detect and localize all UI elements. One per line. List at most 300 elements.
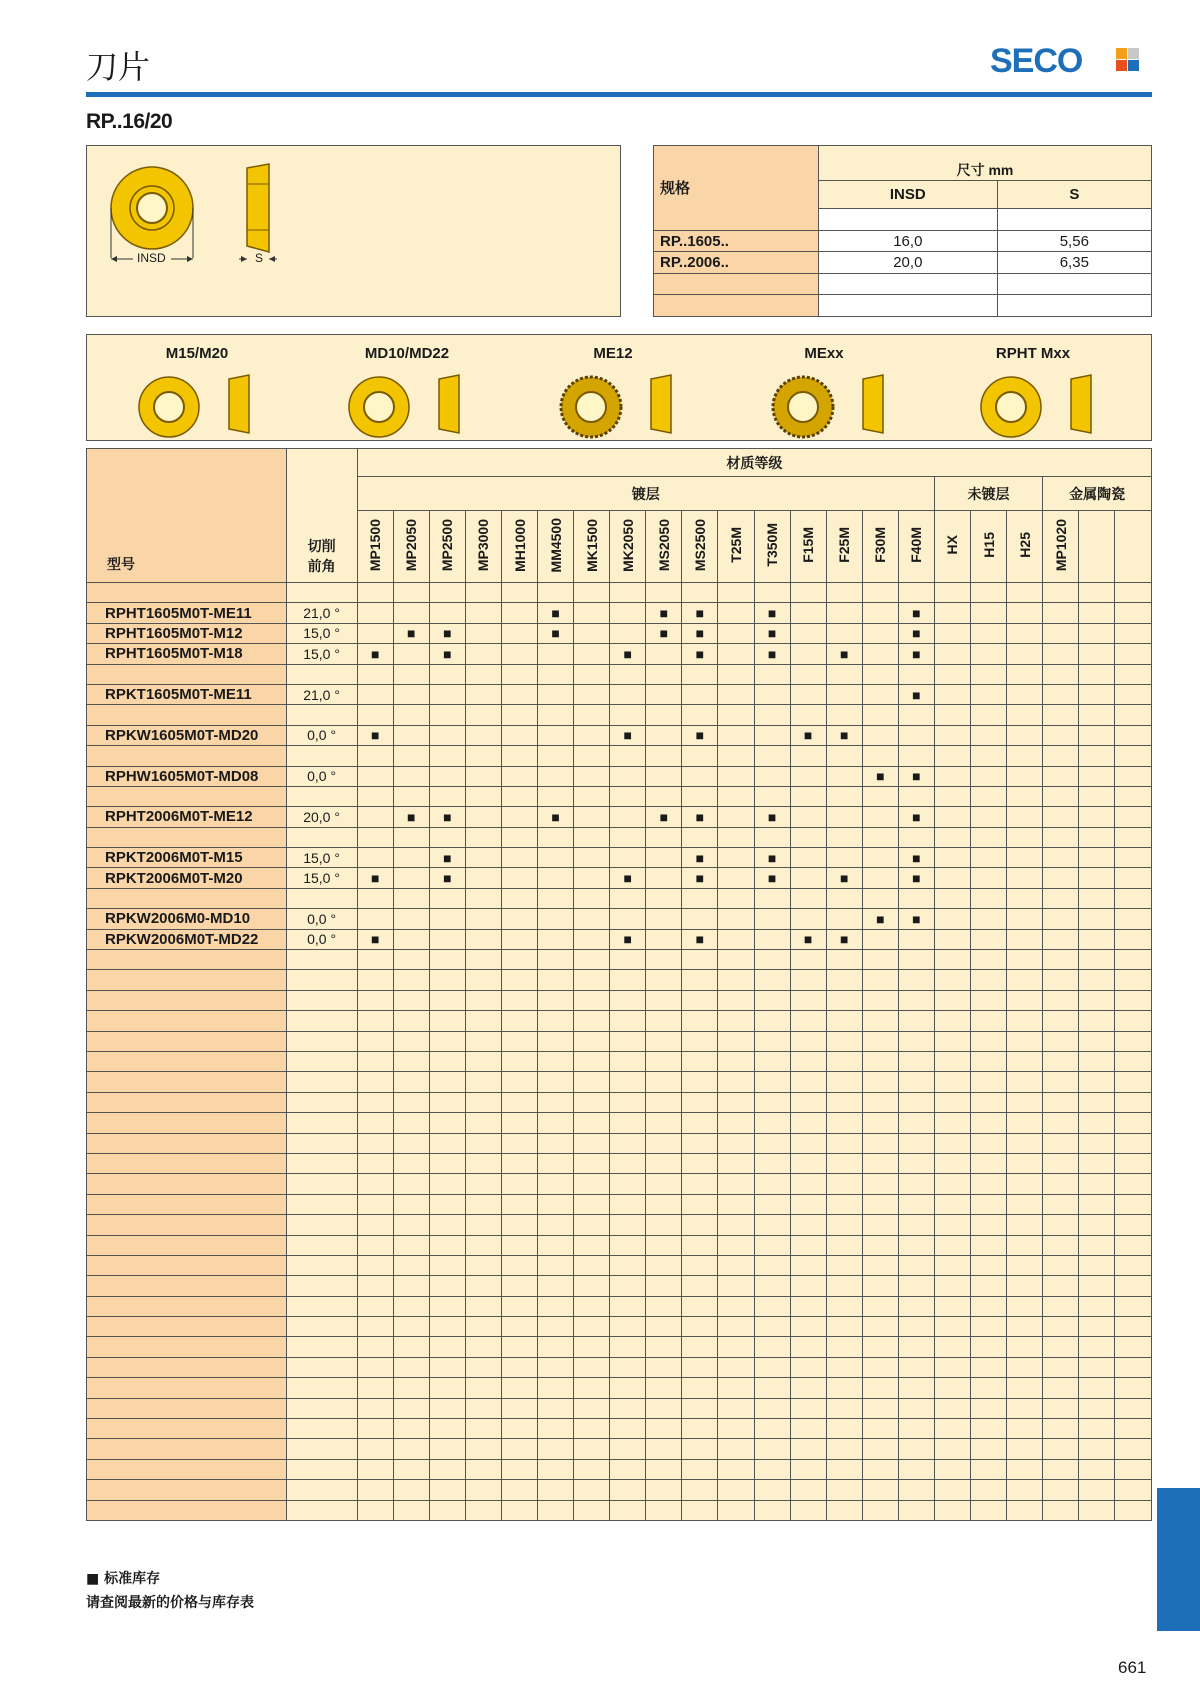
grade-cell: [1007, 1153, 1043, 1173]
grade-cell: [862, 1133, 898, 1153]
grade-cell: [754, 1378, 790, 1398]
model-cell: RPHT2006M0T-ME12: [87, 807, 287, 827]
grade-cell: [682, 1419, 718, 1439]
grade-cell: [1043, 705, 1079, 725]
grade-col-header: H25: [1007, 511, 1043, 583]
grade-cell: [898, 1113, 934, 1133]
grade-cell: [1007, 929, 1043, 949]
grade-cell: [718, 583, 754, 603]
rake-angle-cell: [286, 1500, 357, 1520]
grade-cell: [465, 1459, 501, 1479]
grade-cell: [501, 1215, 537, 1235]
grade-cell: [718, 1072, 754, 1092]
grade-cell: [790, 1459, 826, 1479]
grade-cell: [718, 1194, 754, 1214]
grade-cell: [934, 705, 970, 725]
model-cell: RPKT2006M0T-M20: [87, 868, 287, 888]
grade-cell: [718, 786, 754, 806]
grade-cell: [754, 664, 790, 684]
geometry-label: RPHT Mxx: [995, 345, 1071, 362]
grade-cell: [971, 827, 1007, 847]
grade-cell: [934, 807, 970, 827]
rake-angle-cell: [286, 1215, 357, 1235]
grade-cell: [790, 705, 826, 725]
grade-cell: [1043, 1337, 1079, 1357]
grade-cell: [862, 1051, 898, 1071]
side-tab: [1157, 1488, 1200, 1631]
grade-cell: [1043, 909, 1079, 929]
rake-angle-cell: [286, 1296, 357, 1316]
table-row: [87, 1500, 1152, 1520]
grade-cell: [934, 1337, 970, 1357]
grade-cell: [501, 1255, 537, 1275]
grade-cell: [393, 583, 429, 603]
grade-cell: [898, 1194, 934, 1214]
grade-cell: [971, 848, 1007, 868]
grade-cell: [501, 664, 537, 684]
grade-cell: [574, 1439, 610, 1459]
grade-col-header: MS2500: [682, 511, 718, 583]
grade-cell: [898, 888, 934, 908]
rake-angle-cell: [286, 1194, 357, 1214]
grade-cell: [790, 603, 826, 623]
grade-cell: [465, 827, 501, 847]
model-cell: [87, 1480, 287, 1500]
table-row: [87, 664, 1152, 684]
rake-angle-cell: 0,0 °: [286, 766, 357, 786]
grade-cell: [429, 827, 465, 847]
grade-cell: [357, 603, 393, 623]
grade-cell: [538, 644, 574, 664]
grade-cell: [465, 1031, 501, 1051]
grade-cell: [898, 583, 934, 603]
grade-cell: [1007, 1051, 1043, 1071]
grade-cell: [1043, 1419, 1079, 1439]
model-cell: RPHT1605M0T-M18: [87, 644, 287, 664]
grade-cell: [538, 1255, 574, 1275]
grade-cell: [1115, 1092, 1152, 1112]
grade-cell: [429, 1194, 465, 1214]
grade-cell: [1043, 970, 1079, 990]
grade-cell: [682, 705, 718, 725]
grade-cell: [501, 1194, 537, 1214]
grade-cell: [1079, 746, 1115, 766]
insd-col-header: INSD: [819, 180, 998, 209]
grade-cell: [862, 1153, 898, 1173]
grade-cell: [538, 1459, 574, 1479]
grade-cell: [1043, 1113, 1079, 1133]
grade-cell: [790, 888, 826, 908]
grade-cell: [682, 950, 718, 970]
grade-cell: [971, 1480, 1007, 1500]
grade-cell: [934, 1072, 970, 1092]
grade-cell: [357, 664, 393, 684]
grade-cell: [1115, 1235, 1152, 1255]
grade-cell: [393, 603, 429, 623]
grade-cell: [538, 664, 574, 684]
grade-col-header: MK1500: [574, 511, 610, 583]
table-row: [87, 1215, 1152, 1235]
grade-cell: [1079, 644, 1115, 664]
grade-cell: [501, 1235, 537, 1255]
grade-cell: [862, 1215, 898, 1235]
grade-cell: [357, 909, 393, 929]
grade-cell: [790, 1235, 826, 1255]
grade-cell: [1007, 1215, 1043, 1235]
grade-cell: [1115, 1296, 1152, 1316]
grade-cell: [1115, 1378, 1152, 1398]
grade-cell: [574, 1235, 610, 1255]
grade-col-header: F30M: [862, 511, 898, 583]
grade-cell: [682, 664, 718, 684]
rake-angle-cell: [286, 888, 357, 908]
grade-cell: [718, 766, 754, 786]
grade-cell: [754, 1174, 790, 1194]
grade-cell: [574, 1031, 610, 1051]
grade-cell: [754, 1235, 790, 1255]
grade-cell: [538, 1174, 574, 1194]
rake-angle-cell: [286, 827, 357, 847]
grade-cell: [1079, 950, 1115, 970]
grade-cell: [574, 1194, 610, 1214]
grade-cell: [465, 848, 501, 868]
grade-cell: [790, 1113, 826, 1133]
grade-cell: [393, 1072, 429, 1092]
grade-cell: [610, 888, 646, 908]
model-cell: [87, 583, 287, 603]
model-cell: RPKW2006M0T-MD22: [87, 929, 287, 949]
grade-cell: [826, 970, 862, 990]
grade-cell: [1079, 1439, 1115, 1459]
grade-cell: [610, 1092, 646, 1112]
grade-cell: [1115, 1113, 1152, 1133]
grade-cell: [934, 1215, 970, 1235]
grade-cell: [465, 1235, 501, 1255]
grade-cell: [934, 623, 970, 643]
grade-cell: [393, 1276, 429, 1296]
grade-cell: [971, 1317, 1007, 1337]
grade-cell: [1079, 888, 1115, 908]
grade-cell: [646, 1357, 682, 1377]
grade-cell: [862, 848, 898, 868]
grade-cell: [754, 1337, 790, 1357]
grade-cell: [357, 1215, 393, 1235]
grade-cell: [501, 583, 537, 603]
table-row: RP..1605.. 16,0 5,56: [654, 230, 1152, 252]
grade-cell: [610, 746, 646, 766]
grade-cell: [1043, 1500, 1079, 1520]
grade-cell: [574, 1296, 610, 1316]
grade-cell: [718, 1255, 754, 1275]
grade-cell: [393, 1255, 429, 1275]
model-cell: [87, 1419, 287, 1439]
grade-cell: [826, 1113, 862, 1133]
grade-cell: [682, 1215, 718, 1235]
grade-cell: [898, 1398, 934, 1418]
grade-cell: [826, 1215, 862, 1235]
grade-col-header: MS2050: [646, 511, 682, 583]
model-cell: [87, 990, 287, 1010]
model-cell: RPKW2006M0-MD10: [87, 909, 287, 929]
grade-cell: [393, 644, 429, 664]
grade-cell: [718, 827, 754, 847]
grade-cell: [898, 1500, 934, 1520]
geometry-label: ME12: [593, 345, 633, 362]
grade-cell: [898, 1276, 934, 1296]
grade-cell: [357, 623, 393, 643]
grade-cell: [971, 950, 1007, 970]
grade-cell: [429, 664, 465, 684]
rake-angle-cell: [286, 1174, 357, 1194]
grade-cell: [862, 1419, 898, 1439]
grade-cell: [971, 766, 1007, 786]
grade-cell: [574, 1072, 610, 1092]
grade-cell: [1115, 909, 1152, 929]
model-cell: [87, 950, 287, 970]
grade-cell: [862, 1378, 898, 1398]
grade-cell: [898, 1133, 934, 1153]
grade-cell: [934, 1459, 970, 1479]
grade-cell: [1043, 1215, 1079, 1235]
grade-cell: [429, 1235, 465, 1255]
grade-cell: [357, 827, 393, 847]
grade-cell: [718, 1398, 754, 1418]
grade-col-header: MP1500: [357, 511, 393, 583]
grade-cell: [790, 990, 826, 1010]
stock-mark: ■: [357, 644, 393, 664]
grade-cell: [718, 1480, 754, 1500]
grade-cell: [501, 1398, 537, 1418]
grade-cell: [610, 664, 646, 684]
grade-cell: [718, 746, 754, 766]
grade-cell: [718, 1051, 754, 1071]
grade-cell: [718, 623, 754, 643]
grade-cell: [1043, 1459, 1079, 1479]
grade-cell: [393, 1480, 429, 1500]
grade-col-header: F40M: [898, 511, 934, 583]
grade-cell: [971, 1235, 1007, 1255]
grade-cell: [682, 1072, 718, 1092]
grade-cell: [971, 1500, 1007, 1520]
grade-cell: [357, 1153, 393, 1173]
grade-cell: [754, 1500, 790, 1520]
grade-cell: [610, 1235, 646, 1255]
rake-angle-cell: [286, 583, 357, 603]
rake-angle-cell: [286, 1072, 357, 1092]
grade-cell: [1043, 888, 1079, 908]
rake-angle-cell: [286, 970, 357, 990]
grade-cell: [393, 1092, 429, 1112]
model-cell: [87, 705, 287, 725]
grade-cell: [898, 970, 934, 990]
grade-cell: [790, 1296, 826, 1316]
stock-mark: ■: [898, 807, 934, 827]
grade-cell: [1079, 1072, 1115, 1092]
grade-cell: [898, 1092, 934, 1112]
grade-cell: [826, 786, 862, 806]
grade-cell: [971, 1194, 1007, 1214]
grade-cell: [754, 1398, 790, 1418]
grade-cell: [1043, 1276, 1079, 1296]
grade-cell: [682, 766, 718, 786]
grade-cell: [934, 1357, 970, 1377]
dimensions-table: [653, 145, 1152, 317]
grade-cell: [682, 746, 718, 766]
grade-cell: [971, 725, 1007, 745]
grade-cell: [898, 1051, 934, 1071]
grade-cell: [646, 827, 682, 847]
grade-cell: [393, 1337, 429, 1357]
grade-cell: [357, 1439, 393, 1459]
grade-cell: [574, 950, 610, 970]
grade-cell: [790, 1255, 826, 1275]
stock-mark: ■: [357, 868, 393, 888]
grade-cell: [429, 603, 465, 623]
table-row: [87, 1051, 1152, 1071]
grade-cell: [574, 929, 610, 949]
seco-logo: [990, 44, 1154, 78]
grade-cell: [646, 1459, 682, 1479]
stock-mark: ■: [898, 909, 934, 929]
grade-cell: [646, 786, 682, 806]
grade-cell: [501, 970, 537, 990]
grade-cell: [971, 1051, 1007, 1071]
grade-cell: [574, 1459, 610, 1479]
table-row: [87, 1439, 1152, 1459]
grade-cell: [934, 970, 970, 990]
grade-cell: [465, 725, 501, 745]
grade-cell: [971, 1398, 1007, 1418]
grade-cell: [862, 786, 898, 806]
stock-mark: ■: [682, 868, 718, 888]
grade-cell: [646, 1031, 682, 1051]
grade-cell: [826, 1255, 862, 1275]
grade-cell: [574, 1337, 610, 1357]
grade-cell: [1007, 1194, 1043, 1214]
grade-cell: [971, 1357, 1007, 1377]
grade-cell: [1079, 603, 1115, 623]
grade-cell: [1079, 1255, 1115, 1275]
grade-cell: [682, 1459, 718, 1479]
grade-cell: [826, 1296, 862, 1316]
grade-cell: [1007, 1113, 1043, 1133]
grade-cell: [862, 583, 898, 603]
rake-angle-cell: [286, 990, 357, 1010]
grade-cell: [1043, 1194, 1079, 1214]
grade-cell: [1115, 766, 1152, 786]
model-cell: [87, 1255, 287, 1275]
stock-mark: ■: [393, 623, 429, 643]
rake-angle-header: 切削 前角: [286, 449, 357, 583]
table-row: [87, 1072, 1152, 1092]
grade-cell: [934, 684, 970, 704]
grade-cell: [538, 766, 574, 786]
grade-cell: [465, 684, 501, 704]
rake-angle-cell: 0,0 °: [286, 929, 357, 949]
grade-cell: [574, 868, 610, 888]
grade-cell: [754, 1276, 790, 1296]
grade-cell: [1115, 684, 1152, 704]
model-cell: [87, 1072, 287, 1092]
grade-cell: [718, 909, 754, 929]
grade-col-header: [1115, 511, 1152, 583]
grade-cell: [718, 888, 754, 908]
model-cell: RPKW1605M0T-MD20: [87, 725, 287, 745]
grade-cell: [574, 807, 610, 827]
model-cell: [87, 1500, 287, 1520]
grade-cell: [574, 1153, 610, 1173]
grade-cell: [465, 1357, 501, 1377]
grade-col-header: MP2050: [393, 511, 429, 583]
grade-cell: [574, 1255, 610, 1275]
grade-cell: [790, 766, 826, 786]
grade-cell: [1079, 1113, 1115, 1133]
grades-table: [86, 448, 1152, 1521]
model-cell: [87, 1031, 287, 1051]
rake-angle-cell: 20,0 °: [286, 807, 357, 827]
grade-cell: [898, 725, 934, 745]
grade-cell: [826, 807, 862, 827]
stock-mark: ■: [898, 848, 934, 868]
grade-cell: [501, 807, 537, 827]
grade-cell: [862, 929, 898, 949]
grade-cell: [682, 1194, 718, 1214]
grade-cell: [971, 1031, 1007, 1051]
grade-cell: [1115, 1072, 1152, 1092]
grade-cell: [538, 1419, 574, 1439]
grade-cell: [610, 1459, 646, 1479]
grade-cell: [501, 725, 537, 745]
grade-cell: [646, 1235, 682, 1255]
insert-illustration: [773, 375, 883, 437]
grade-cell: [718, 1296, 754, 1316]
grade-cell: [429, 909, 465, 929]
grade-col-header: HX: [934, 511, 970, 583]
table-row: [87, 1031, 1152, 1051]
grade-cell: [357, 1051, 393, 1071]
uncoated-group-header: 未镀层: [934, 477, 1042, 511]
model-cell: [87, 1235, 287, 1255]
grade-cell: [357, 1113, 393, 1133]
stock-mark: ■: [429, 623, 465, 643]
grade-cell: [934, 766, 970, 786]
grade-cell: [826, 990, 862, 1010]
rake-angle-cell: [286, 1235, 357, 1255]
grade-cell: [826, 1357, 862, 1377]
grade-cell: [501, 1419, 537, 1439]
grade-cell: [610, 1255, 646, 1275]
grade-cell: [790, 1031, 826, 1051]
grade-cell: [754, 1419, 790, 1439]
cermet-group-header: 金属陶瓷: [1043, 477, 1152, 511]
grade-cell: [718, 1031, 754, 1051]
grade-cell: [971, 705, 1007, 725]
table-row: [87, 807, 1152, 827]
rake-angle-cell: [286, 1378, 357, 1398]
grade-cell: [610, 1113, 646, 1133]
grade-cell: [971, 1296, 1007, 1316]
grade-cell: [682, 1235, 718, 1255]
grade-cell: [429, 1133, 465, 1153]
grade-cell: [898, 1357, 934, 1377]
grade-cell: [718, 929, 754, 949]
grade-cell: [501, 684, 537, 704]
grade-cell: [1115, 827, 1152, 847]
grade-cell: [898, 786, 934, 806]
grade-cell: [1043, 1031, 1079, 1051]
grade-cell: [790, 1337, 826, 1357]
grade-cell: [465, 807, 501, 827]
